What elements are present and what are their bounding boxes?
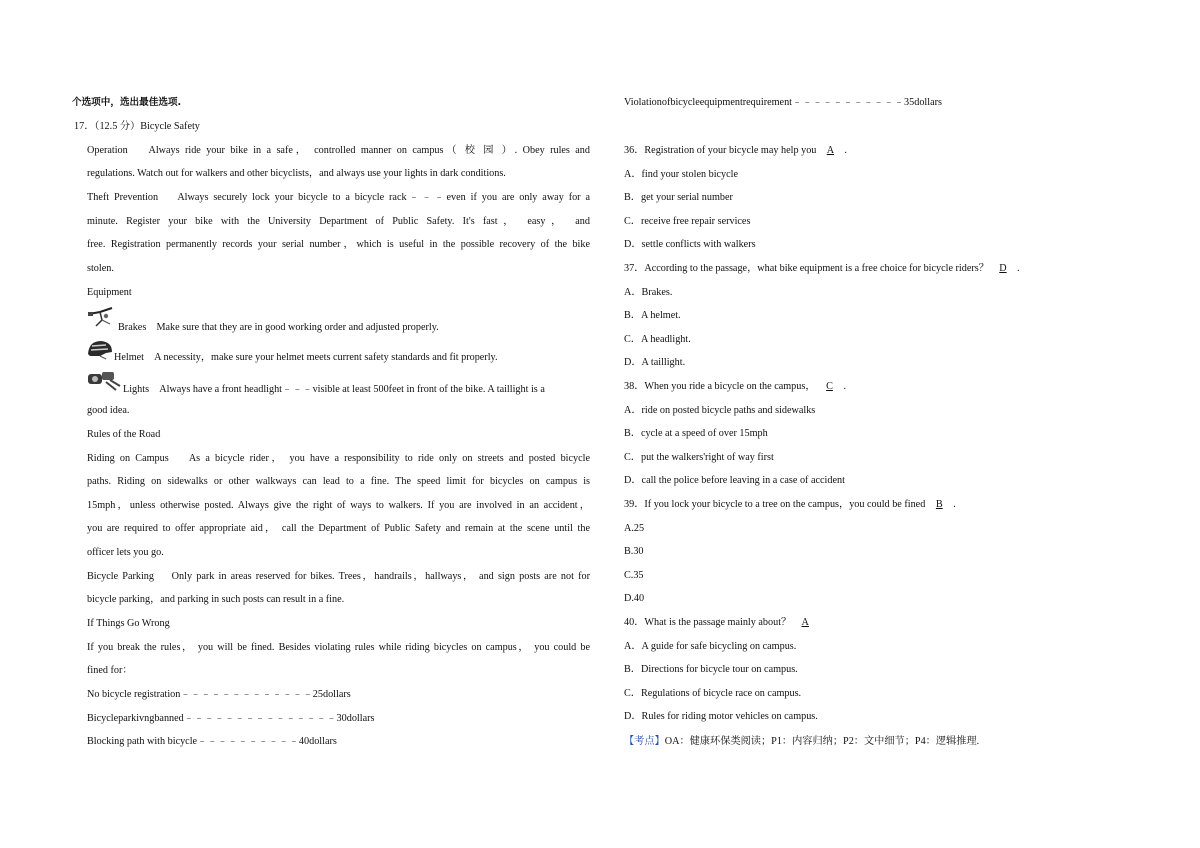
answer-option: B．Directions for bicycle tour on campus. — [624, 664, 798, 675]
riding-line-4: you are required to offer appropriate aid， call the Department of Public Safety and remain at the scene until the — [87, 523, 590, 534]
operation-line-2: regulations. Watch out for walkers and other bicyclists，and always use your lights in dark conditions. — [87, 168, 506, 179]
brakes-icon — [86, 306, 116, 330]
answer-option: D．A taillight. — [624, 357, 686, 368]
question-stem — [624, 380, 846, 394]
question-stem — [624, 616, 819, 630]
kaodian-note — [624, 735, 979, 749]
theft-line-1: Theft Prevention Always securely lock your bicycle to a bicycle rack﹣﹣﹣even if you are only away for a — [87, 192, 590, 203]
fine-item: Blocking path with bicycle﹣﹣﹣﹣﹣﹣﹣﹣﹣﹣40dollars — [87, 736, 337, 747]
answer-option: C.35 — [624, 570, 644, 581]
lights-icon — [86, 368, 122, 394]
wrong-heading: If Things Go Wrong — [87, 618, 170, 629]
riding-line-1: Riding on Campus As a bicycle rider， you have a responsibility to ride only on streets and posted bicycle — [87, 453, 590, 464]
wrong-line-1: If you break the rules， you will be fined. Besides violating rules while riding bicycles on campus， you could be — [87, 642, 590, 653]
parking-line-2: bicycle parking，and parking in such posts can result in a fine. — [87, 594, 345, 605]
question-stem-end: . — [1016, 263, 1020, 274]
question-stem-end: . — [953, 499, 956, 510]
question-stem — [624, 498, 956, 512]
answer-option: A．ride on posted bicycle paths and sidewalks — [624, 405, 816, 416]
question-stem-end: . — [844, 145, 847, 156]
riding-line-3: 15mph，unless otherwise posted. Always give the right of ways to walkers. If you are involved in an accident， — [87, 500, 590, 511]
answer-blank: A — [801, 617, 809, 628]
theft-line-2: minute. Register your bike with the University Department of Public Safety. It's fast， easy， and — [87, 216, 590, 227]
question-heading: 17．（12.5 分）Bicycle Safety — [74, 121, 200, 132]
theft-line-3: free. Registration permanently records your serial number，which is useful in the possible recovery of the bike — [87, 239, 590, 250]
answer-option: C．put the walkers'right of way first — [624, 452, 774, 463]
question-stem-end: . — [843, 381, 847, 392]
fine-item: Violationofbicycleequipmentrequirement﹣﹣﹣﹣﹣﹣﹣﹣﹣﹣﹣35dollars — [624, 97, 942, 108]
brakes-text: Brakes Make sure that they are in good working order and adjusted properly. — [118, 322, 439, 333]
rules-heading: Rules of the Road — [87, 429, 161, 440]
answer-blank: D — [999, 263, 1007, 274]
question-stem-text: 40．What is the passage mainly about？ — [624, 617, 792, 628]
answer-option: A．A guide for safe bicycling on campus. — [624, 641, 797, 652]
answer-option: C．A headlight. — [624, 334, 691, 345]
lights-text-cont: good idea. — [87, 405, 130, 416]
question-stem-text: 39．If you lock your bicycle to a tree on the campus，you could be fined — [624, 499, 926, 510]
equipment-heading: Equipment — [87, 287, 132, 298]
answer-blank: B — [935, 499, 943, 510]
fine-item: Bicycleparkivngbanned﹣﹣﹣﹣﹣﹣﹣﹣﹣﹣﹣﹣﹣﹣﹣30dollars — [87, 713, 375, 724]
fine-item: No bicycle registration﹣﹣﹣﹣﹣﹣﹣﹣﹣﹣﹣﹣﹣25dollars — [87, 689, 351, 700]
answer-option: D．settle conflicts with walkers — [624, 239, 756, 250]
kaodian-tag: 【考点】 — [624, 736, 665, 747]
answer-option: A.25 — [624, 523, 645, 534]
kaodian-text: OA：健康环保类阅读；P1：内容归纳；P2：文中细节；P4：逻辑推理. — [664, 736, 980, 747]
answer-option: C．receive free repair services — [624, 216, 751, 227]
answer-option: A．Brakes. — [624, 287, 673, 298]
answer-option: D．Rules for riding motor vehicles on campus. — [624, 711, 818, 722]
answer-option: B．cycle at a speed of over 15mph — [624, 428, 768, 439]
answer-option: C．Regulations of bicycle race on campus. — [624, 688, 802, 699]
answer-option: D.40 — [624, 593, 645, 604]
helmet-text: Helmet A necessity，make sure your helmet meets current safety standards and fit properly. — [114, 352, 498, 363]
answer-blank: C — [826, 381, 833, 392]
wrong-line-2: fined for： — [87, 665, 133, 676]
answer-option: A．find your stolen bicycle — [624, 169, 739, 180]
answer-option: D．call the police before leaving in a case of accident — [624, 475, 845, 486]
theft-line-4: stolen. — [87, 263, 114, 274]
riding-line-5: officer lets you go. — [87, 547, 164, 558]
question-stem-text: 38．When you ride a bicycle on the campus， — [624, 381, 816, 392]
helmet-icon — [86, 338, 114, 360]
lights-text: Lights Always have a front headlight﹣﹣﹣visible at least 500feet in front of the bike. A taillight is a — [123, 384, 545, 395]
parking-line-1: Bicycle Parking Only park in areas reserved for bikes. Trees，handrails，hallways， and sign posts are not for — [87, 571, 590, 582]
operation-line-1: Operation Always ride your bike in a safe， controlled manner on campus（ 校 园 ）. Obey rules and — [87, 145, 590, 156]
answer-option: B.30 — [624, 546, 644, 557]
question-stem-text: 36．Registration of your bicycle may help you — [624, 145, 817, 156]
answer-option: B．get your serial number — [624, 192, 733, 203]
question-stem-text: 37．According to the passage，what bike equipment is a free choice for bicycle riders？ — [624, 263, 989, 274]
answer-blank: A — [826, 145, 835, 156]
answer-option: B．A helmet. — [624, 310, 681, 321]
intro-text: 个选项中，选出最佳选项. — [72, 97, 182, 108]
question-stem — [624, 144, 847, 158]
riding-line-2: paths. Riding on sidewalks or other walkways can lead to a fine. The speed limit for bicycles on campus is — [87, 476, 590, 487]
question-stem — [624, 262, 1019, 276]
